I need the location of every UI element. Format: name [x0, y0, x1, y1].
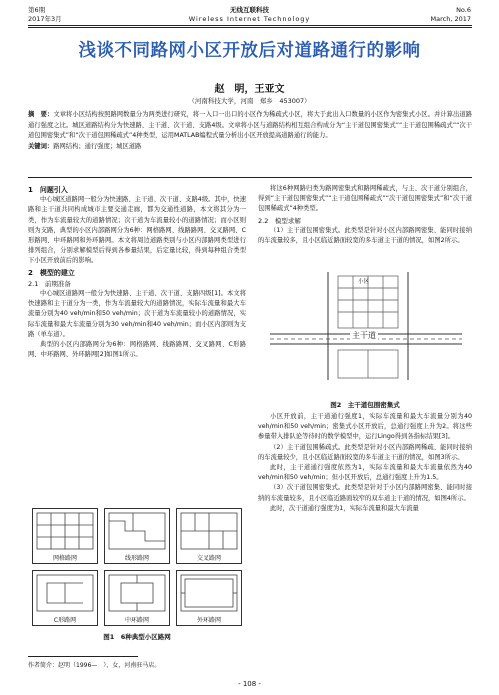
journal-date-en: March, 2017: [430, 15, 471, 23]
paragraph: 中心城区道路网一般分为快速路、主干道、次干道、支路4级。其中，快速路和主干道共同构成城市主要交通走廊，都为交通性道路，本文将其分为一类，作为车流量较大的道路情况；次干道为车流量较小的道路情况；而小区则则为支路，典型的小区内部路网分为6种：网格路网、线路路网、交叉路网、C形路网、中环路网和外环路网。本文将周边道路类别与小区内部路网类型进行排列组合，分别求解模型后得到各参量结果，后定量比较，得到每种组合类型下小区开放前后的影响。: [28, 196, 246, 265]
journal-no: No.6: [456, 6, 471, 14]
section-2-heading: 2 模型的建立: [28, 268, 75, 277]
middle-ring-network-label: 中环路网: [124, 617, 149, 624]
left-column: [28, 184, 246, 360]
main-road-label: 主干道: [352, 331, 376, 340]
paragraph: 小区开放前，主干道通行强度1，实际车流量和最大车流量分别为40 veh/min和50 veh/min；密集式小区开放后，总通行强度上升为2。将这些参量带入排队论等待时的数学模型中，运行Lingo得到各指标结果[3]。: [258, 413, 472, 441]
figure-2-caption: 图2 主干道包围密集式: [330, 401, 400, 409]
paragraph: （2）主干道包围稀疏式。此类型是针对小区内部路网稀疏、能同时接纳的车流量较少，且小区临近路面较宽的多车道主干道的情况，如图3所示。: [258, 443, 472, 461]
paragraph: （3）次干道包围密集式。此类型是针对于小区内部路网密集、能同时接纳的车流量较多，且小区临近路面较窄的双车道主干道的情况，如图4所示。: [258, 484, 472, 502]
section-2-1-heading: 2.1 前期准备: [28, 279, 71, 288]
c-network-thumb: [32, 570, 98, 626]
footnote-rule: [28, 656, 138, 657]
grid-network-thumb: [32, 508, 98, 564]
cross-network-thumb: [176, 508, 242, 564]
author-footnote: 作者简介：赵明（1996— ），女，河南驻马店。: [28, 662, 161, 669]
journal-name-cn: 无线互联科技: [230, 6, 269, 14]
header-rule-thin: [28, 27, 472, 28]
keywords: 路网结构；通行强度；城区道路: [53, 142, 142, 150]
middle-ring-network-thumb: [104, 570, 170, 626]
abstract-text: 文章将小区结构按照路网数量分为两类进行研究，将一入口一出口的小区作为稀疏式小区，将大于此出入口数量的小区作为密集式小区。并计算出道路通行强度之比。城区道路结构分为快速路、主干道、次干道、支路4级。文章将小区与道路结构相互组合构成分为“主干道包围密集式”“主干道包围稀疏式”“次干道包围密集式”和“次干道包围稀疏式”4种类型，运用MATLAB编程式量分析出小区开放提高道路通行的能力。: [28, 111, 473, 140]
paragraph: 中心城区道路网一般分为快速路、主干道、次干道、支路四级[1]。本文将快速路和主干道分为一类，作为车流量较大的道路情况，实际车流量和最大车流量分别为40 veh/min和50 veh/min；次干道为车流量较小的道路情况，实际车流量和最大车流量分别为30 veh/min和40 veh/min；而小区内部则为支路（单车道）。: [28, 290, 246, 338]
section-1-heading: 1 问题引入: [28, 186, 68, 194]
authors: 赵 明，王亚文: [214, 84, 285, 95]
keywords-label: 关键词：: [28, 142, 54, 150]
paper-title: 浅谈不同路网小区开放后对道路通行的影响: [78, 41, 421, 61]
header-rule: [28, 25, 472, 26]
figure-2: [268, 272, 464, 392]
outer-ring-network-thumb: [176, 570, 242, 626]
figure-1-caption: 图1 6种典型小区路网: [103, 633, 171, 641]
abstract-label: 摘 要：: [28, 111, 54, 118]
paragraph: 典型的小区内部路网分为6种：网格路网、线路路网、交叉路网、C形路网、中环路网、外环路网[2]如图1所示。: [28, 341, 246, 359]
linear-network-label: 线形路网: [124, 555, 149, 562]
section-2-2-heading: 2.2 模型求解: [258, 216, 301, 225]
paragraph: （1）主干道包围密集式。此类型是针对小区内部路网密集、能同时接纳的车流量较多，且小区临近路面较宽的多车道主干道的情况，如图2所示。: [258, 226, 472, 245]
abstract-rule: [28, 177, 472, 178]
abstract: [28, 110, 472, 152]
linear-network-thumb: [104, 508, 170, 564]
figure-1: [30, 508, 244, 641]
affiliation: （河南科技大学，河南 郑乡 453007）: [188, 97, 311, 105]
issue-date: 2017年3月: [28, 15, 62, 23]
district-label: 小区: [358, 279, 370, 285]
grid-network-label: 网格路网: [52, 555, 77, 562]
right-column-top: [258, 184, 472, 246]
cross-network-label: 交叉路网: [196, 555, 221, 562]
figure-2-diagram: [268, 272, 464, 384]
outer-ring-network-label: 外环路网: [196, 617, 221, 624]
page-number: - 108 -: [238, 680, 261, 688]
paragraph: 将这6种网路归类为路网密集式和路网稀疏式，与主、次干道分别组合，得到“主干道包围密集式”“主干道包围稀疏式”“次干道包围密集式”和“次干道包围稀疏式”4种类型。: [258, 185, 472, 213]
paragraph: 此时，主干道通行强度依然为1，实际车流量和最大车流量依然为40 veh/min和50 veh/min；但小区开放后，总通行强度上升为1.5。: [258, 464, 472, 482]
issue-number: 第6期: [28, 6, 46, 14]
c-network-label: C形路网: [53, 617, 77, 624]
right-column-bottom: [258, 412, 472, 514]
paragraph: 此时，次干道通行强度为1，实际车流量和最大车流量: [270, 504, 419, 512]
journal-name-en: Wireless Internet Technology: [188, 15, 311, 23]
